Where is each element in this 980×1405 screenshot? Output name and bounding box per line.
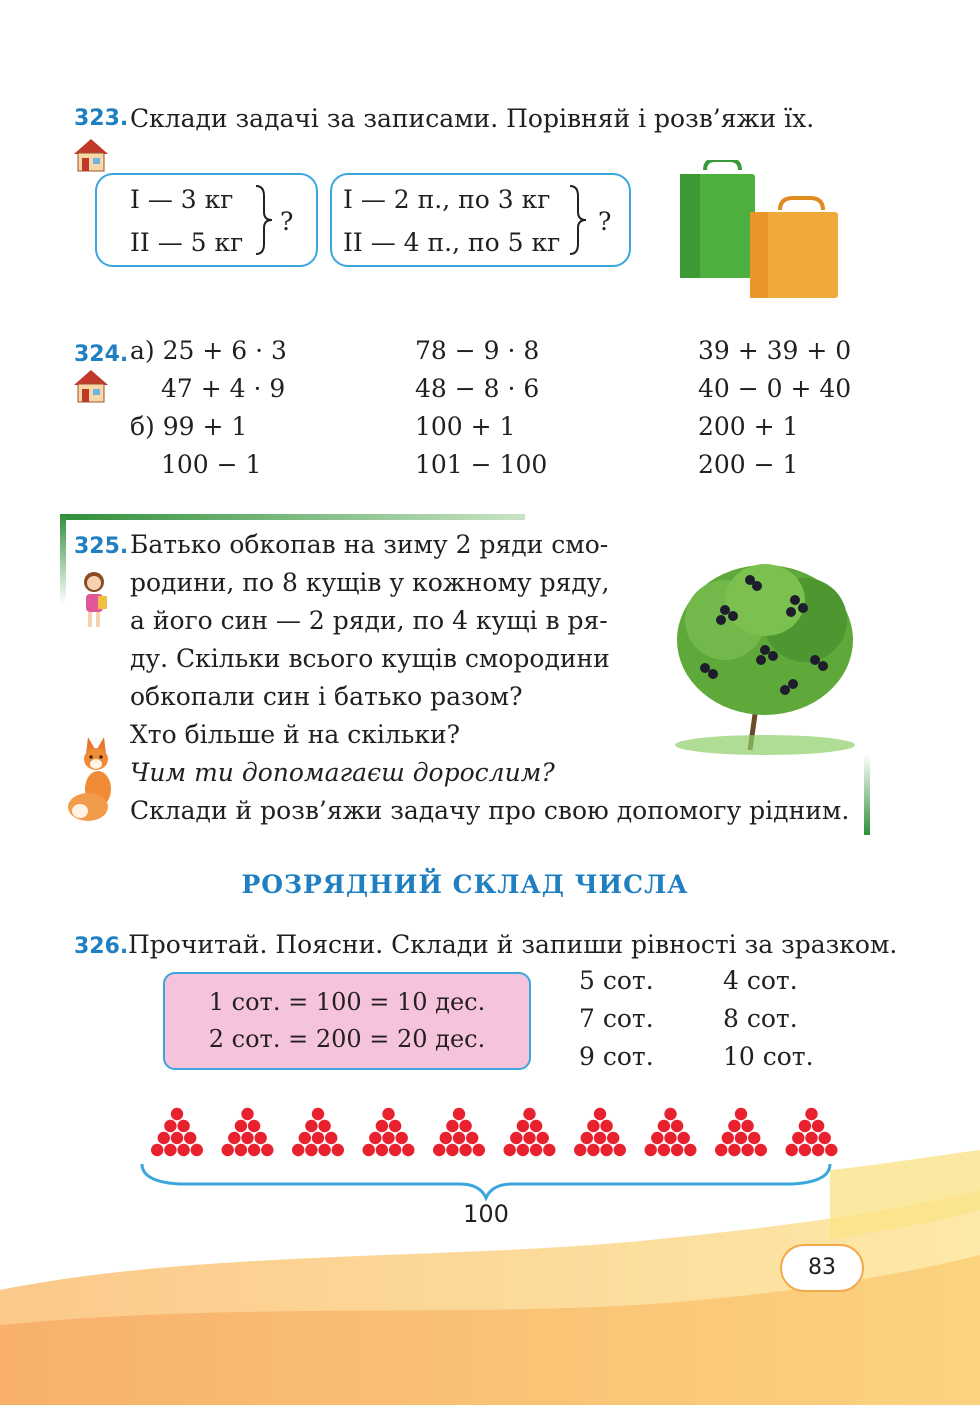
red-dot	[255, 1132, 267, 1144]
page-number: 83	[780, 1244, 864, 1292]
red-dot	[530, 1120, 542, 1132]
task-325-line-6: Хто більше й на скільки?	[130, 720, 461, 749]
red-dot	[587, 1144, 599, 1156]
red-dot	[396, 1132, 408, 1144]
red-dot	[389, 1120, 401, 1132]
red-dot	[510, 1132, 522, 1144]
red-dot	[517, 1120, 529, 1132]
red-dot	[664, 1108, 676, 1120]
red-dot	[728, 1120, 740, 1132]
red-dot	[600, 1144, 612, 1156]
col1-item-2: 7 сот.	[579, 1004, 654, 1033]
red-dot	[191, 1144, 203, 1156]
box1-line2: II — 5 кг	[130, 228, 244, 257]
red-dot	[543, 1144, 555, 1156]
task-326-text: Прочитай. Поясни. Склади й запиши рівності за зразком.	[128, 930, 898, 959]
expr-r1-c2: 78 − 9 · 8	[415, 336, 540, 365]
red-dot	[184, 1132, 196, 1144]
red-dot	[517, 1144, 529, 1156]
red-dot	[222, 1144, 234, 1156]
red-dot	[684, 1144, 696, 1156]
red-dot	[473, 1144, 485, 1156]
example-box	[163, 972, 531, 1070]
task-325-italic: Чим ти допомагаєш дорослим?	[130, 758, 555, 787]
red-dot	[376, 1120, 388, 1132]
expr-r1-c1: а) 25 + 6 · 3	[130, 336, 287, 365]
red-dot	[678, 1132, 690, 1144]
box2-line2: II — 4 п., по 5 кг	[343, 228, 561, 257]
task-number-323: 323.	[74, 106, 129, 131]
red-dot	[433, 1144, 445, 1156]
red-dot	[177, 1144, 189, 1156]
red-dot	[164, 1144, 176, 1156]
red-dot	[312, 1132, 324, 1144]
red-dot	[299, 1132, 311, 1144]
red-dot	[504, 1144, 516, 1156]
red-dot	[594, 1108, 606, 1120]
red-dot	[376, 1144, 388, 1156]
red-dot	[786, 1144, 798, 1156]
red-dot	[581, 1132, 593, 1144]
red-dot	[382, 1132, 394, 1144]
red-dot	[305, 1144, 317, 1156]
expr-r4-c3: 200 − 1	[698, 450, 799, 479]
red-dot	[453, 1132, 465, 1144]
red-dot	[402, 1144, 414, 1156]
col2-item-3: 10 сот.	[723, 1042, 814, 1071]
red-dot	[228, 1132, 240, 1144]
red-dot	[440, 1132, 452, 1144]
red-dot	[325, 1132, 337, 1144]
task-325-line-4: ду. Скільки всього кущів смородини	[130, 644, 610, 673]
red-dot	[261, 1144, 273, 1156]
task-number-325: 325.	[74, 534, 129, 559]
red-dot	[382, 1108, 394, 1120]
red-dot	[164, 1120, 176, 1132]
red-dot	[363, 1144, 375, 1156]
expr-r2-c2: 48 − 8 · 6	[415, 374, 540, 403]
red-dot	[241, 1108, 253, 1120]
box2-line1: I — 2 п., по 3 кг	[343, 185, 551, 214]
red-dot	[607, 1132, 619, 1144]
red-dot	[587, 1120, 599, 1132]
red-dot	[748, 1132, 760, 1144]
red-dot	[574, 1144, 586, 1156]
red-dot	[658, 1144, 670, 1156]
red-dot	[614, 1144, 626, 1156]
frame-left-line	[60, 514, 66, 604]
dot-triangles	[140, 1100, 840, 1170]
red-dot	[171, 1108, 183, 1120]
red-dot	[446, 1144, 458, 1156]
red-dot	[248, 1144, 260, 1156]
red-dot	[151, 1144, 163, 1156]
red-dot	[812, 1144, 824, 1156]
red-dot	[722, 1132, 734, 1144]
task-number-324: 324.	[74, 342, 129, 367]
red-dot	[459, 1144, 471, 1156]
frame-top-line	[60, 514, 525, 520]
red-dot	[755, 1144, 767, 1156]
house-icon	[72, 368, 110, 404]
red-dot	[825, 1144, 837, 1156]
red-dot	[600, 1120, 612, 1132]
brace-icon	[254, 184, 274, 256]
brace-icon	[568, 184, 588, 256]
task-325-last: Склади й розв’яжи задачу про свою допомогу рідним.	[130, 796, 850, 825]
girl-icon	[78, 570, 112, 632]
red-dot	[671, 1144, 683, 1156]
expr-r3-c3: 200 + 1	[698, 412, 799, 441]
red-dot	[792, 1132, 804, 1144]
fox-icon	[66, 735, 126, 825]
red-dot	[715, 1144, 727, 1156]
box1-line1: I — 3 кг	[130, 185, 234, 214]
expr-r2-c3: 40 − 0 + 40	[698, 374, 852, 403]
red-dot	[658, 1120, 670, 1132]
red-dot	[537, 1132, 549, 1144]
red-dot	[735, 1132, 747, 1144]
red-dot	[171, 1132, 183, 1144]
red-dot	[799, 1144, 811, 1156]
red-dot	[805, 1108, 817, 1120]
red-dot	[389, 1144, 401, 1156]
red-dot	[312, 1108, 324, 1120]
expr-r2-c1: 47 + 4 · 9	[161, 374, 286, 403]
red-dot	[523, 1108, 535, 1120]
red-dot	[466, 1132, 478, 1144]
red-dot	[664, 1132, 676, 1144]
red-dot	[741, 1120, 753, 1132]
red-dot	[248, 1120, 260, 1132]
red-dot	[645, 1144, 657, 1156]
expr-r1-c3: 39 + 39 + 0	[698, 336, 852, 365]
bags-image	[675, 160, 845, 300]
red-dot	[453, 1108, 465, 1120]
red-dot	[819, 1132, 831, 1144]
example-line-2: 2 сот. = 200 = 20 дес.	[208, 1025, 486, 1053]
red-dot	[305, 1120, 317, 1132]
section-heading: РОЗРЯДНИЙ СКЛАД ЧИСЛА	[241, 870, 689, 899]
red-dot	[177, 1120, 189, 1132]
red-dot	[651, 1132, 663, 1144]
red-dot	[332, 1144, 344, 1156]
col1-item-1: 5 сот.	[579, 966, 654, 995]
red-dot	[459, 1120, 471, 1132]
expr-r3-c2: 100 + 1	[415, 412, 516, 441]
bush-image	[665, 550, 870, 755]
red-dot	[369, 1132, 381, 1144]
red-dot	[741, 1144, 753, 1156]
red-dot	[318, 1120, 330, 1132]
task-325-line-3: а його син — 2 ряди, по 4 кущі в ря-	[130, 606, 608, 635]
example-line-1: 1 сот. = 100 = 10 дес.	[208, 988, 486, 1016]
red-dot	[292, 1144, 304, 1156]
house-icon	[72, 137, 110, 173]
task-number-326: 326.	[74, 934, 129, 959]
red-dot	[799, 1120, 811, 1132]
frame-right-line	[864, 755, 870, 835]
red-dot	[671, 1120, 683, 1132]
red-dot	[158, 1132, 170, 1144]
col2-item-2: 8 сот.	[723, 1004, 798, 1033]
task-325-line-2: родини, по 8 кущів у кожному ряду,	[130, 568, 610, 597]
expr-r4-c1: 100 − 1	[161, 450, 262, 479]
red-dot	[523, 1132, 535, 1144]
expr-r4-c2: 101 − 100	[415, 450, 548, 479]
red-dot	[594, 1132, 606, 1144]
red-dot	[235, 1144, 247, 1156]
red-dot	[728, 1144, 740, 1156]
red-dot	[530, 1144, 542, 1156]
red-dot	[812, 1120, 824, 1132]
red-dot	[235, 1120, 247, 1132]
col2-item-1: 4 сот.	[723, 966, 798, 995]
col1-item-3: 9 сот.	[579, 1042, 654, 1071]
red-dot	[241, 1132, 253, 1144]
long-brace-icon	[140, 1162, 832, 1202]
brace-label: 100	[463, 1200, 509, 1228]
expr-r3-c1: б) 99 + 1	[130, 412, 248, 441]
task-323-text: Склади задачі за записами. Порівняй і розв’яжи їх.	[130, 104, 815, 133]
task-325-line-1: Батько обкопав на зиму 2 ряди смо-	[130, 530, 609, 559]
box1-question: ?	[280, 207, 294, 236]
task-325-line-5: обкопали син і батько разом?	[130, 682, 523, 711]
red-dot	[446, 1120, 458, 1132]
red-dot	[318, 1144, 330, 1156]
red-dot	[735, 1108, 747, 1120]
red-dot	[805, 1132, 817, 1144]
box2-question: ?	[598, 207, 612, 236]
